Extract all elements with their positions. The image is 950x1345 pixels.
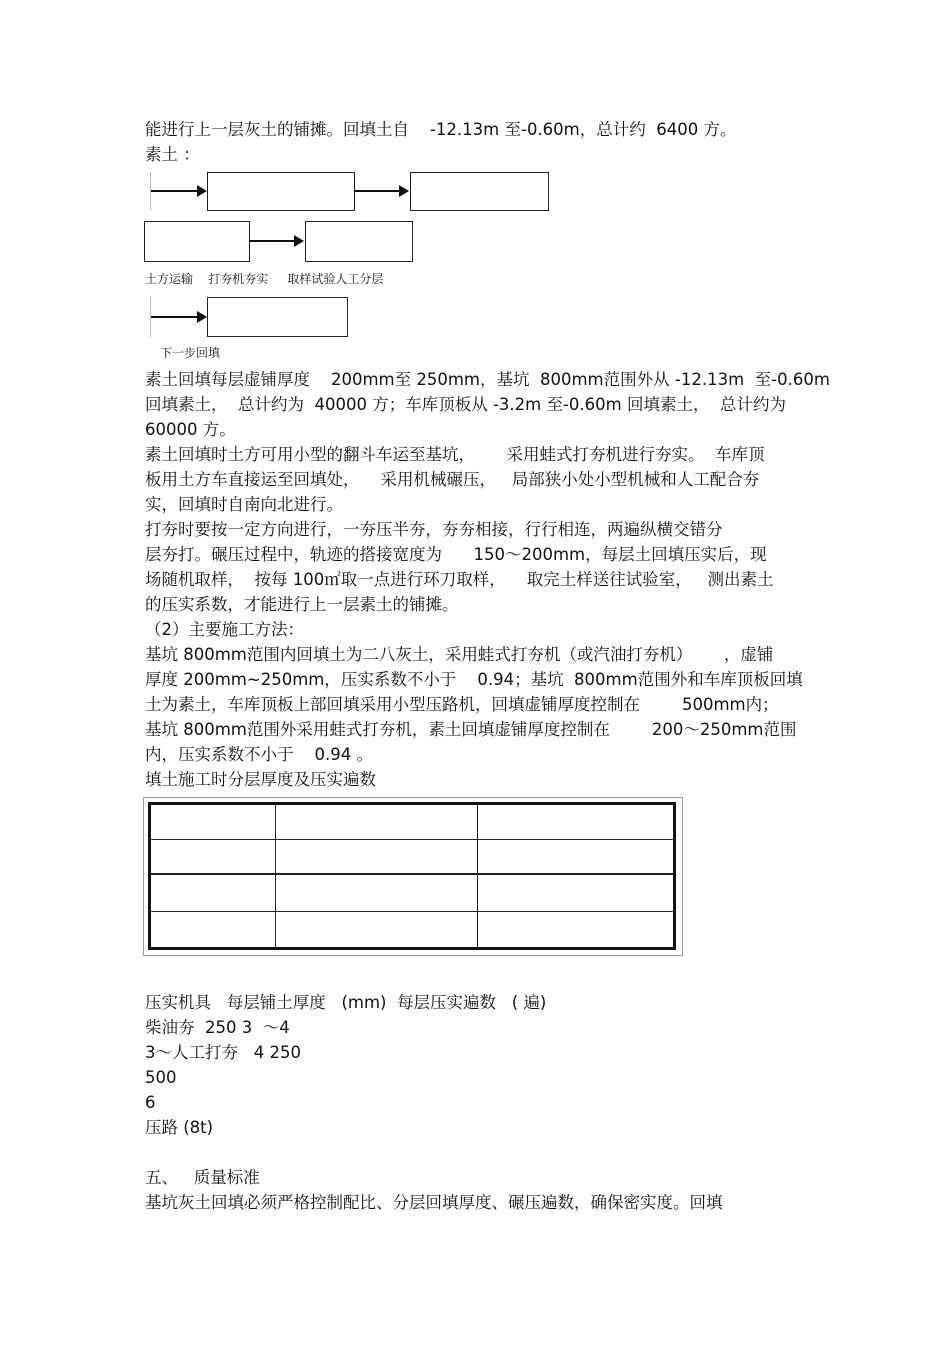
table-row-divider — [151, 873, 673, 875]
flow-arrow — [151, 316, 205, 318]
text-line: 打夯时要按一定方向进行，一夯压半夯，夯夯相接，行行相连，两遍纵横交错分 — [145, 520, 723, 539]
text-line: 素土 ： — [145, 145, 200, 164]
text-line: 厚度 200mm~250mm，压实系数不小于 0.94；基坑 800mm范围外和车库顶板回填 — [145, 670, 803, 689]
text-line: 素土回填时土方可用小型的翻斗车运至基坑， 采用蛙式打夯机进行夯实。 车库顶 — [145, 445, 765, 464]
flow-box — [207, 172, 355, 211]
section-heading: 五、 质量标准 — [145, 1168, 260, 1187]
text-line: 层夯打。碾压过程中，轨迹的搭接宽度为 150～200mm，每层土回填压实后，现 — [145, 545, 767, 564]
text-line: 基坑 800mm范围内回填土为二八灰土，采用蛙式打夯机（或汽油打夯机） ，虚铺 — [145, 645, 774, 664]
table-row-divider — [151, 911, 673, 912]
data-table — [148, 802, 676, 950]
flow-next-label: 下一步回填 — [160, 346, 221, 360]
flow-box — [410, 172, 549, 211]
table-col-divider — [477, 805, 478, 947]
text-line: 场随机取样， 按每 100㎡取一点进行环刀取样， 取完土样送往试验室， 测出素土 — [145, 570, 774, 589]
text-line: 能进行上一层灰土的铺摊。回填土自 -12.13m 至-0.60m，总计约 6400 方。 — [145, 120, 737, 139]
text-line: 回填素土， 总计约为 40000 方；车库顶板从 -3.2m 至-0.60m 回填素土， 总计约为 — [145, 395, 786, 414]
text-line: 60000 方。 — [145, 420, 236, 439]
text-line: 柴油夯 250 3 ～4 — [145, 1018, 290, 1037]
text-line: 3～人工打夯 4 250 — [145, 1043, 301, 1062]
text-line: 土为素土，车库顶板上部回填采用小型压路机，回填虚铺厚度控制在 500mm内； — [145, 695, 779, 714]
flow-box — [207, 297, 348, 337]
flow-labels: 土方运输 打夯机夯实 取样试验人工分层 — [145, 272, 384, 286]
section-subtitle: （2）主要施工方法： — [145, 620, 304, 639]
text-line: 内，压实系数不小于 0.94 。 — [145, 745, 373, 764]
flow-arrow — [355, 190, 407, 192]
flow-arrow — [151, 190, 205, 192]
text-line: 基坑灰土回填必须严格控制配比、分层回填厚度、碾压遍数，确保密实度。回填 — [145, 1193, 723, 1212]
table-frame — [143, 797, 683, 956]
flow-box — [144, 221, 250, 262]
text-line: 500 — [145, 1068, 177, 1087]
flow-arrow — [250, 240, 302, 242]
text-line: 压路 (8t) — [145, 1118, 214, 1137]
table-row-divider — [151, 839, 673, 840]
text-line: 实，回填时自南向北进行。 — [145, 495, 343, 514]
table-title: 填土施工时分层厚度及压实遍数 — [145, 770, 376, 789]
text-line: 6 — [145, 1093, 156, 1112]
text-line: 的压实系数，才能进行上一层素土的铺摊。 — [145, 595, 459, 614]
text-line: 基坑 800mm范围外采用蛙式打夯机，素土回填虚铺厚度控制在 200～250mm范围 — [145, 720, 797, 739]
text-line: 素土回填每层虚铺厚度 200mm至 250mm，基坑 800mm范围外从 -12.13m 至-0.60m — [145, 370, 830, 389]
text-line: 压实机具 每层铺土厚度 (mm) 每层压实遍数 ( 遍) — [145, 993, 547, 1012]
flow-box — [305, 221, 413, 262]
table-col-divider — [275, 805, 276, 947]
text-line: 板用土方车直接运至回填处， 采用机械碾压， 局部狭小处小型机械和人工配合夯 — [145, 470, 760, 489]
